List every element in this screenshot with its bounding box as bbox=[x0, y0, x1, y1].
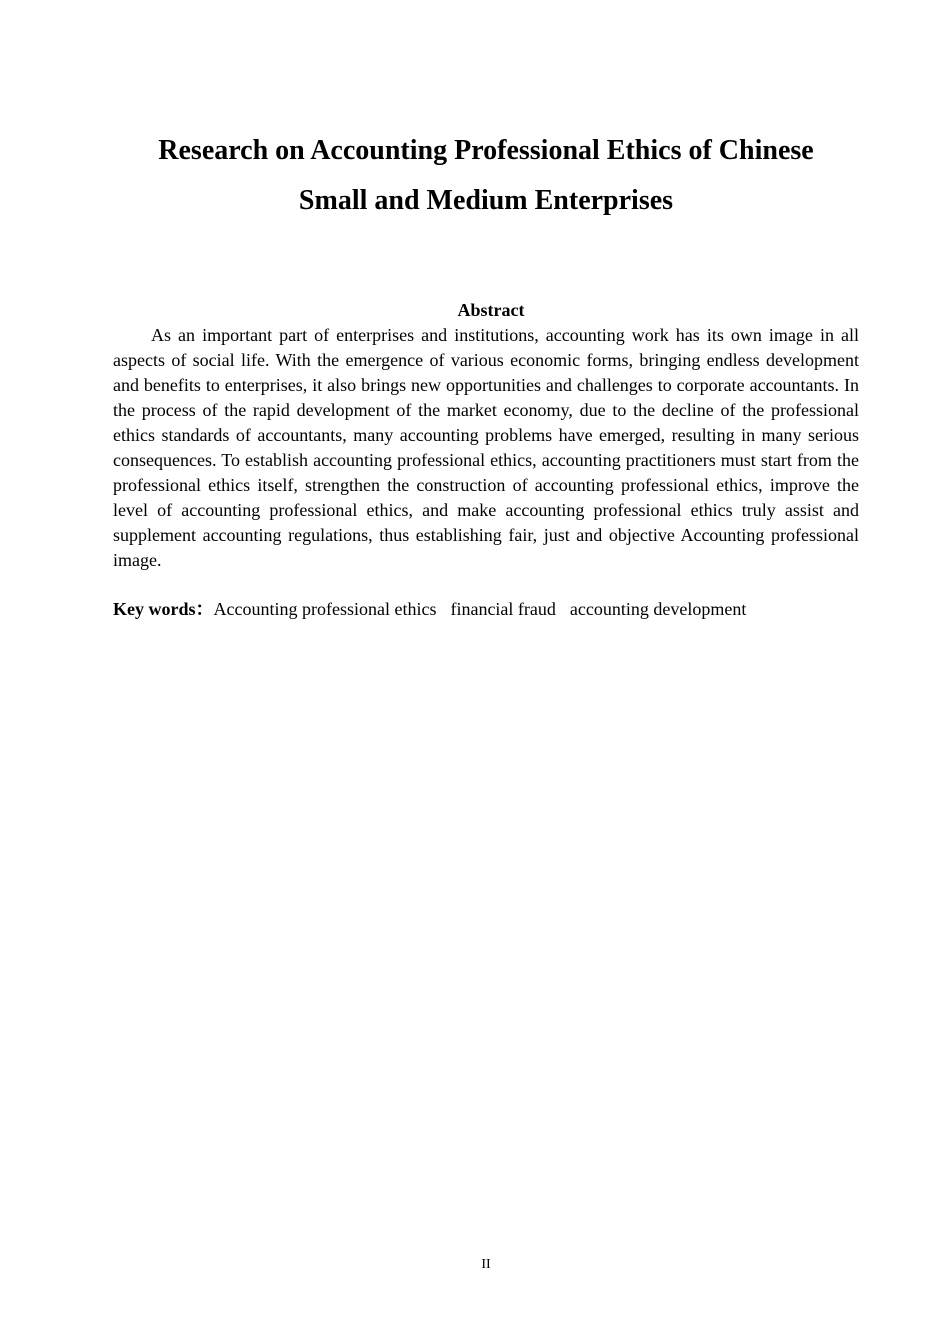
paper-title bbox=[112, 126, 860, 226]
paper-title-line-1: Research on Accounting Professional Ethics of Chinese bbox=[158, 135, 814, 166]
keywords-label: Key words： bbox=[113, 599, 214, 619]
keyword-item: financial fraud bbox=[450, 599, 556, 619]
keyword-item: accounting development bbox=[569, 599, 747, 619]
abstract-body: As an important part of enterprises and institutions, accounting work has its own image in all aspects of social life. With the emergence of various economic forms, bringing endless development and benefits to enterprises, it also brings new opportunities and challenges to corporate accountants. In the process of the rapid development of the market economy, due to the decline of the professional ethics standards of accountants, many accounting problems have emerged, resulting in many serious consequences. To establish accounting professional ethics, accounting practitioners must start from the professional ethics itself, strengthen the construction of accounting professional ethics, improve the level of accounting professional ethics, and make accounting professional ethics truly assist and supplement accounting regulations, thus establishing fair, just and objective Accounting professional image. bbox=[113, 325, 859, 570]
keyword-item: Accounting professional ethics bbox=[213, 599, 437, 619]
page-number: II bbox=[481, 1257, 491, 1272]
paper-title-line-2: Small and Medium Enterprises bbox=[298, 185, 674, 216]
keywords-line bbox=[113, 597, 859, 622]
abstract-heading: Abstract bbox=[457, 300, 525, 320]
